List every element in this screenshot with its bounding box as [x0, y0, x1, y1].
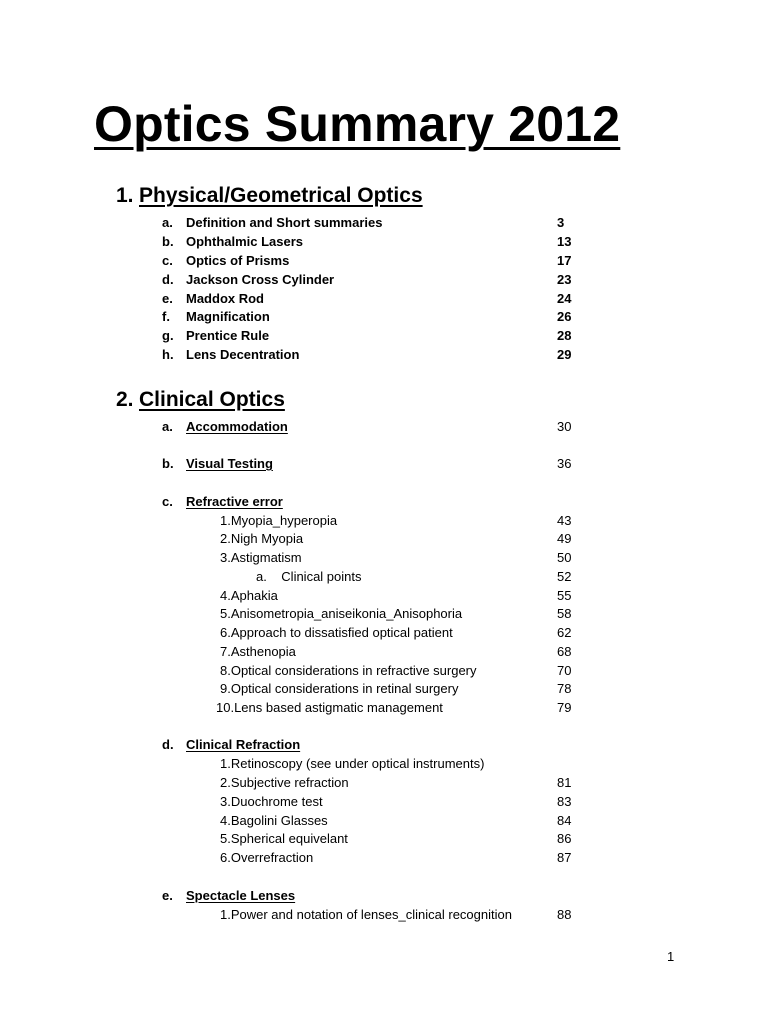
toc-subsection [0, 735, 768, 754]
entry-letter: c. [162, 253, 173, 268]
entry-title: Lens Decentration [186, 347, 300, 362]
entry-letter: e. [162, 291, 173, 306]
entry-page: 55 [557, 588, 572, 603]
section-number: 1. [116, 184, 134, 207]
entry-page: 84 [557, 813, 572, 828]
toc-entry [0, 698, 768, 717]
section-number: 2. [116, 388, 134, 411]
entry-letter: b. [162, 456, 174, 471]
toc-entry [0, 213, 768, 232]
entry-title: 5.Anisometropia_aniseikonia_Anisophoria [220, 606, 463, 621]
section-heading-2 [116, 387, 285, 413]
entry-page: 26 [557, 309, 572, 324]
entry-page: 36 [557, 456, 572, 471]
entry-page: 50 [557, 550, 572, 565]
toc-entry [0, 792, 768, 811]
page-number: 1 [667, 949, 675, 964]
toc-entry [0, 679, 768, 698]
entry-page: 58 [557, 606, 572, 621]
toc-entry [0, 905, 768, 924]
entry-title: 1.Myopia_hyperopia [220, 513, 338, 528]
entry-letter: h. [162, 347, 174, 362]
entry-title: 10.Lens based astigmatic management [216, 700, 443, 715]
entry-page: 52 [557, 569, 572, 584]
toc-entry [0, 604, 768, 623]
entry-title: Ophthalmic Lasers [186, 234, 304, 249]
entry-page: 17 [557, 253, 572, 268]
entry-page: 86 [557, 831, 572, 846]
entry-title: 3.Duochrome test [220, 794, 323, 809]
entry-title: Prentice Rule [186, 328, 270, 343]
entry-title: Accommodation [186, 419, 288, 434]
toc-entry [0, 251, 768, 270]
entry-letter: g. [162, 328, 174, 343]
entry-title: a. Clinical points [256, 569, 362, 584]
entry-page: 23 [557, 272, 572, 287]
entry-title: 5.Spherical equivelant [220, 831, 348, 846]
toc-entry [0, 567, 768, 586]
entry-letter: e. [162, 888, 173, 903]
toc-entry [0, 829, 768, 848]
entry-page: 70 [557, 663, 572, 678]
entry-page: 49 [557, 531, 572, 546]
entry-page: 29 [557, 347, 572, 362]
entry-title: 4.Aphakia [220, 588, 278, 603]
toc-entry [0, 642, 768, 661]
entry-title: Jackson Cross Cylinder [186, 272, 335, 287]
entry-letter: a. [162, 215, 173, 230]
toc-entry [0, 548, 768, 567]
entry-title: 6.Approach to dissatisfied optical patient [220, 625, 453, 640]
toc-entry [0, 661, 768, 680]
toc-entry [0, 307, 768, 326]
entry-title: 2.Nigh Myopia [220, 531, 304, 546]
entry-title: Refractive error [186, 494, 283, 509]
entry-page: 87 [557, 850, 572, 865]
entry-page: 3 [557, 215, 565, 230]
toc-entry [0, 848, 768, 867]
section-label: Clinical Optics [139, 388, 285, 411]
entry-letter: a. [162, 419, 173, 434]
toc-subsection [0, 492, 768, 511]
toc-entry [0, 511, 768, 530]
entry-title: 2.Subjective refraction [220, 775, 349, 790]
toc-entry [0, 754, 768, 773]
entry-title: Optics of Prisms [186, 253, 290, 268]
entry-title: 1.Retinoscopy (see under optical instruments) [220, 756, 485, 771]
entry-title: 8.Optical considerations in refractive surgery [220, 663, 477, 678]
entry-page: 83 [557, 794, 572, 809]
entry-page: 78 [557, 681, 572, 696]
entry-title: 4.Bagolini Glasses [220, 813, 328, 828]
entry-title: Clinical Refraction [186, 737, 301, 752]
entry-page: 81 [557, 775, 572, 790]
toc-entry [0, 289, 768, 308]
entry-letter: f. [162, 309, 170, 324]
section-label: Physical/Geometrical Optics [139, 184, 423, 207]
toc-entry [0, 623, 768, 642]
entry-page: 28 [557, 328, 572, 343]
toc-subsection [0, 417, 768, 436]
document-title: Optics Summary 2012 [94, 96, 621, 152]
entry-letter: c. [162, 494, 173, 509]
entry-letter: b. [162, 234, 174, 249]
toc-entry [0, 232, 768, 251]
entry-title: 6.Overrefraction [220, 850, 314, 865]
entry-page: 79 [557, 700, 572, 715]
entry-page: 88 [557, 907, 572, 922]
entry-title: Definition and Short summaries [186, 215, 383, 230]
entry-title: 9.Optical considerations in retinal surgery [220, 681, 459, 696]
entry-title: Visual Testing [186, 456, 273, 471]
entry-page: 24 [557, 291, 572, 306]
entry-title: 3.Astigmatism [220, 550, 302, 565]
toc-entry [0, 529, 768, 548]
entry-letter: d. [162, 272, 174, 287]
entry-title: Spectacle Lenses [186, 888, 296, 903]
toc-subsection [0, 886, 768, 905]
toc-entry [0, 270, 768, 289]
toc-entry [0, 326, 768, 345]
entry-title: Magnification [186, 309, 270, 324]
entry-title: 7.Asthenopia [220, 644, 296, 659]
toc-subsection [0, 454, 768, 473]
toc-entry [0, 811, 768, 830]
entry-page: 62 [557, 625, 572, 640]
toc-entry [0, 773, 768, 792]
entry-letter: d. [162, 737, 174, 752]
entry-title: 1.Power and notation of lenses_clinical recognition [220, 907, 512, 922]
section-heading-1 [116, 183, 423, 209]
entry-page: 30 [557, 419, 572, 434]
entry-page: 13 [557, 234, 572, 249]
entry-page: 68 [557, 644, 572, 659]
entry-page: 43 [557, 513, 572, 528]
toc-entry [0, 586, 768, 605]
entry-title: Maddox Rod [186, 291, 264, 306]
toc-entry [0, 345, 768, 364]
